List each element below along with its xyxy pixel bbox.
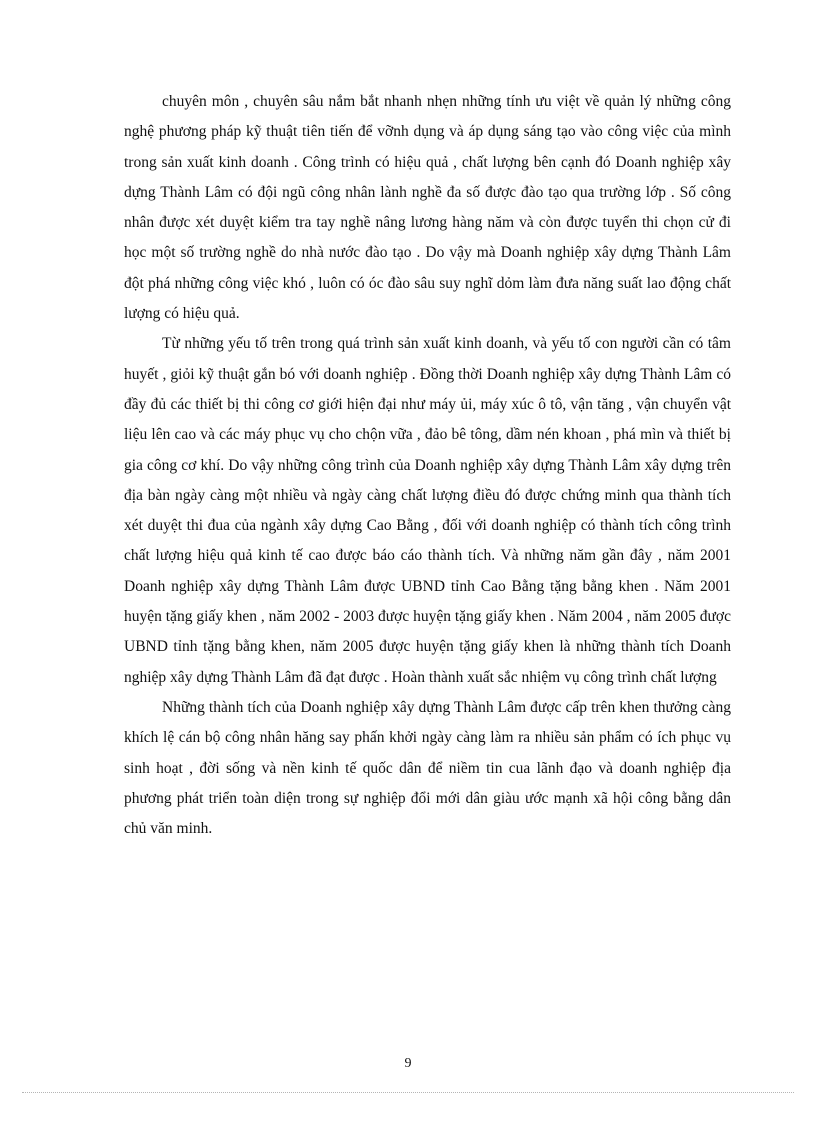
paragraph-1: chuyên môn , chuyên sâu nắm bắt nhanh nhẹn những tính ưu việt về quản lý những công nghệ phương pháp kỹ thuật tiên tiến để vỡnh dụng và áp dụng sáng tạo vào công việc của mình trong sản xuất kinh doanh . Công trình có hiệu quả , chất lượng bên cạnh đó Doanh nghiệp xây dựng Thành Lâm có đội ngũ công nhân lành nghề đa số được đào tạo qua trường lớp . Số công nhân được xét duyệt kiểm tra tay nghề nâng lương hàng năm và còn được tuyển thi chọn cử đi học một số trường nghề do nhà nước đào tạo . Do vậy mà Doanh nghiệp xây dựng Thành Lâm đột phá những công việc khó , luôn có óc đào sâu suy nghĩ dỏm làm đưa năng suất lao động chất lượng có hiệu quả.: [124, 93, 731, 323]
document-body: [124, 87, 731, 844]
page-bottom-divider: [22, 1092, 794, 1093]
page-number: 9: [404, 1056, 412, 1071]
paragraph-3: Những thành tích của Doanh nghiệp xây dựng Thành Lâm được cấp trên khen thưởng càng khích lệ cán bộ công nhân hăng say phấn khởi ngày càng làm ra nhiều sản phẩm có ích phục vụ sinh hoạt , đời sống và nền kinh tế quốc dân để niềm tin cua lãnh đạo và doanh nghiệp địa phương phát triển toàn diện trong sự nghiệp đổi mới dân giàu ước mạnh xã hội công bằng dân chủ văn minh.: [124, 698, 731, 838]
paragraph-2: Từ những yếu tố trên trong quá trình sản xuất kinh doanh, và yếu tố con người cần có tâm huyết , giỏi kỹ thuật gắn bó với doanh nghiệp . Đồng thời Doanh nghiệp xây dựng Thành Lâm có đầy đủ các thiết bị thi công cơ giới hiện đại như máy ủi, máy xúc ô tô, vận tăng , vận chuyển vật liệu lên cao và các máy phục vụ cho chộn vữa , đảo bê tông, dầm nén khoan , phá mìn và thiết bị gia công cơ khí. Do vậy những công trình của Doanh nghiệp xây dựng Thành Lâm xây dựng trên địa bàn ngày càng một nhiều và ngày càng chất lượng điều đó được chứng minh qua thành tích xét duyệt thi đua của ngành xây dựng Cao Bằng , đối với doanh nghiệp có thành tích công trình chất lượng hiệu quả kinh tế cao được báo cáo thành tích. Và những năm gần đây , năm 2001 Doanh nghiệp xây dựng Thành Lâm được UBND tỉnh Cao Bằng tặng bằng khen . Năm 2001 huyện tặng giấy khen , năm 2002 - 2003 được huyện tặng giấy khen . Năm 2004 , năm 2005 được UBND tỉnh tặng bằng khen, năm 2005 được huyện tặng giấy khen là những thành tích Doanh nghiệp xây dựng Thành Lâm đã đạt được . Hoàn thành xuất sắc nhiệm vụ công trình chất lượng: [124, 335, 732, 686]
